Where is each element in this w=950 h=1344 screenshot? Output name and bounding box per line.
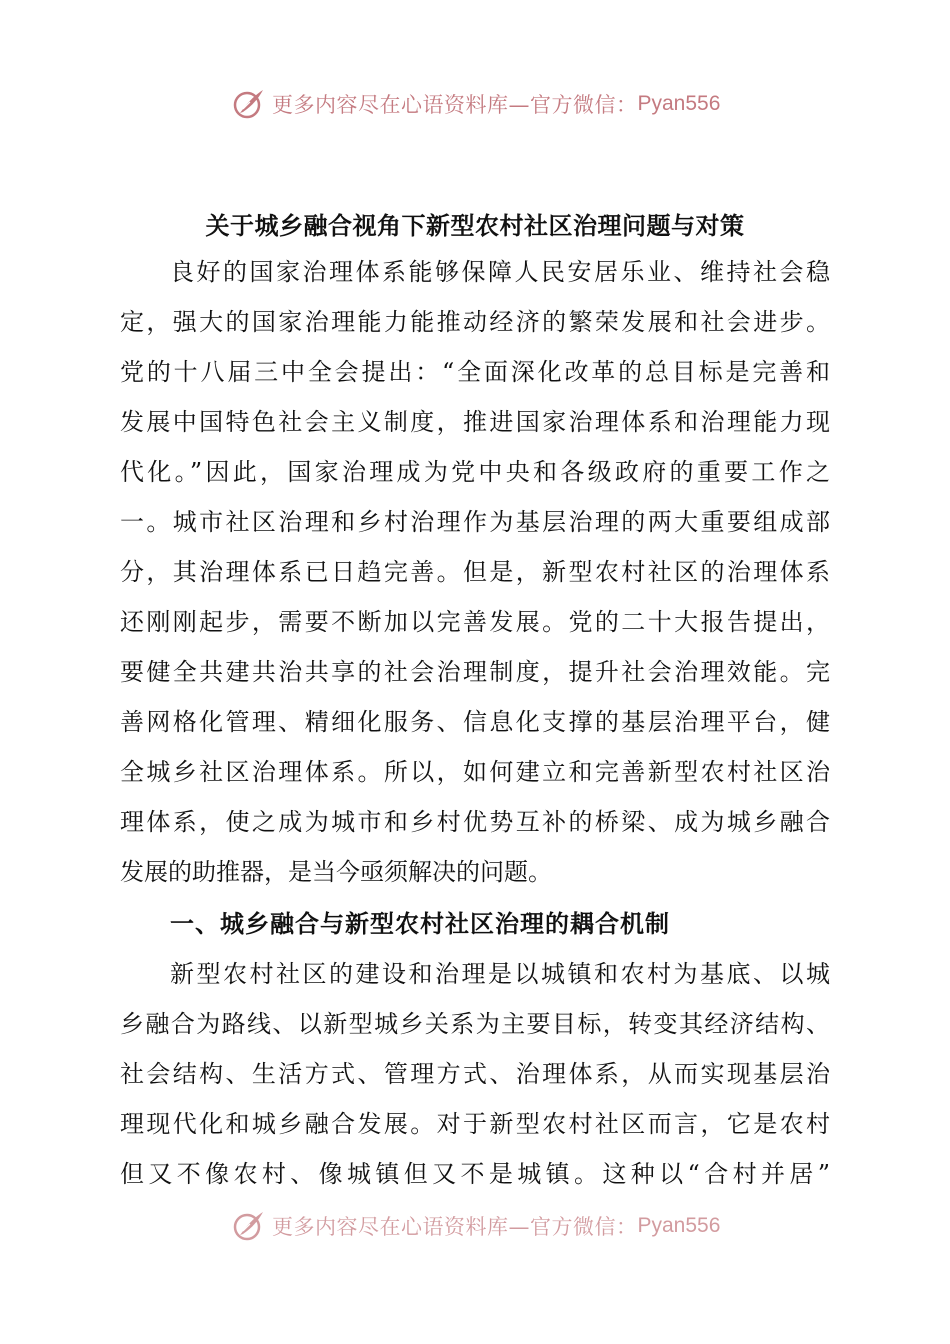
paragraph-line: 但又不像农村、像城镇但又不是城镇。这种以“合村并居”: [120, 1160, 830, 1188]
paragraph-line: 社会结构、生活方式、管理方式、治理体系，从而实现基层治: [120, 1060, 830, 1088]
watermark-text: 更多内容尽在心语资料库—官方微信：: [272, 1215, 638, 1239]
paragraph-line: 理体系，使之成为城市和乡村优势互补的桥梁、成为城乡融合: [120, 808, 830, 836]
paragraph-line: 全城乡社区治理体系。所以，如何建立和完善新型农村社区治: [120, 758, 830, 786]
paragraph-line: 发展中国特色社会主义制度，推进国家治理体系和治理能力现: [120, 408, 830, 436]
watermark-wechat-id: Pyan556: [637, 92, 721, 115]
paragraph-line: 分，其治理体系已日趋完善。但是，新型农村社区的治理体系: [120, 558, 830, 586]
paragraph-line: 发展的助推器，是当今亟须解决的问题。: [120, 858, 552, 886]
document-title: 关于城乡融合视角下新型农村社区治理问题与对策: [205, 212, 745, 240]
paragraph-line: 良好的国家治理体系能够保障人民安居乐业、维持社会稳: [170, 258, 830, 286]
paragraph-line: 要健全共建共治共享的社会治理制度，提升社会治理效能。完: [120, 658, 830, 686]
paragraph-line: 新型农村社区的建设和治理是以城镇和农村为基底、以城: [170, 960, 830, 988]
quill-logo-icon: [232, 1209, 266, 1243]
paragraph-line: 理现代化和城乡融合发展。对于新型农村社区而言，它是农村: [120, 1110, 830, 1138]
paragraph-line: 还刚刚起步，需要不断加以完善发展。党的二十大报告提出，: [120, 608, 830, 636]
paragraph-line: 党的十八届三中全会提出：“全面深化改革的总目标是完善和: [120, 358, 830, 386]
section-heading: 一、城乡融合与新型农村社区治理的耦合机制: [170, 910, 670, 938]
paragraph-line: 代化。”因此，国家治理成为党中央和各级政府的重要工作之: [120, 458, 830, 486]
paragraph-line: 一。城市社区治理和乡村治理作为基层治理的两大重要组成部: [120, 508, 830, 536]
paragraph-line: 乡融合为路线、以新型城乡关系为主要目标，转变其经济结构、: [120, 1010, 830, 1038]
watermark-banner-bottom: [232, 1206, 720, 1246]
watermark-wechat-id: Pyan556: [637, 1214, 721, 1237]
paragraph-line: 善网格化管理、精细化服务、信息化支撑的基层治理平台，健: [120, 708, 830, 736]
paragraph-line: 定，强大的国家治理能力能推动经济的繁荣发展和社会进步。: [120, 308, 830, 336]
watermark-text: 更多内容尽在心语资料库—官方微信：: [272, 93, 638, 117]
quill-logo-icon: [232, 87, 266, 121]
watermark-banner-top: [232, 84, 720, 124]
